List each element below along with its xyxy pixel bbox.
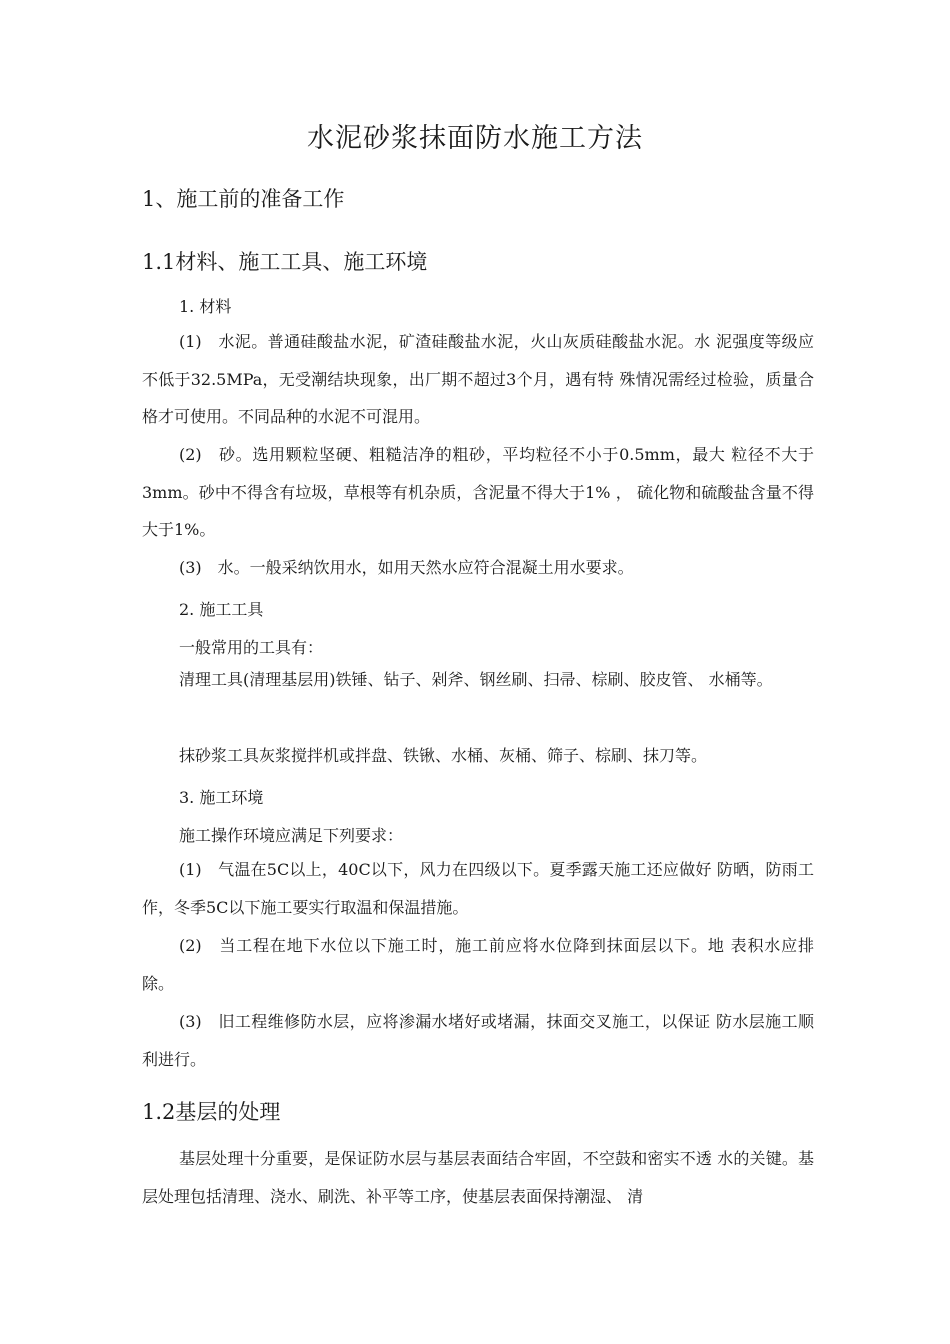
water-paragraph: (3) 水。一般采纳饮用水，如用天然水应符合混凝土用水要求。 (179, 558, 634, 577)
environment-item-1: (1) 气温在5C以上，40C以下，风力在四级以下。夏季露天施工还应做好 防晒，防雨工作，冬季5C以下施工要实行取温和保温措施。 (142, 860, 814, 917)
base-treatment-paragraph: 基层处理十分重要，是保证防水层与基层表面结合牢固，不空鼓和密实不透 水的关键。基层处理包括清理、浇水、刷洗、补平等工序，使基层表面保持潮湿、 清 (142, 1149, 814, 1206)
section-1-heading: 1、施工前的准备工作 (142, 187, 345, 211)
environment-item-3: (3) 旧工程维修防水层，应将渗漏水堵好或堵漏，抹面交叉施工，以保证 防水层施工顺利进行。 (142, 1012, 814, 1069)
document-title: 水泥砂浆抹面防水施工方法 (307, 123, 643, 154)
materials-label: 1. 材料 (179, 297, 232, 316)
tools-intro: 一般常用的工具有： (179, 638, 324, 657)
section-1-2-heading: 1.2基层的处理 (142, 1100, 281, 1124)
section-1-1-heading: 1.1材料、施工工具、施工环境 (142, 250, 428, 274)
environment-label: 3. 施工环境 (179, 788, 264, 807)
plaster-tools-paragraph: 抹砂浆工具灰浆搅拌机或拌盘、铁锹、水桶、灰桶、筛子、棕刷、抹刀等。 (179, 746, 708, 765)
cleaning-tools-paragraph: 清理工具(清理基层用)铁锤、钻子、剁斧、钢丝刷、扫帚、棕刷、胶皮管、 水桶等。 (179, 670, 773, 689)
environment-item-2: (2) 当工程在地下水位以下施工时，施工前应将水位降到抹面层以下。地 表积水应排除。 (142, 936, 814, 993)
sand-paragraph: (2) 砂。选用颗粒坚硬、粗糙洁净的粗砂，平均粒径不小于0.5mm，最大 粒径不大于3mm。砂中不得含有垃圾，草根等有机杂质，含泥量不得大于1% ， 硫化物和硫酸盐含量不得大于1%。 (142, 445, 814, 539)
cement-paragraph: (1) 水泥。普通硅酸盐水泥，矿渣硅酸盐水泥，火山灰质硅酸盐水泥。水 泥强度等级应不低于32.5MPa，无受潮结块现象，出厂期不超过3个月，遇有特 殊情况需经过检验，质量合格才可使用。不同品种的水泥不可混用。 (142, 332, 814, 426)
tools-label: 2. 施工工具 (179, 600, 264, 619)
environment-intro: 施工操作环境应满足下列要求： (179, 826, 404, 845)
